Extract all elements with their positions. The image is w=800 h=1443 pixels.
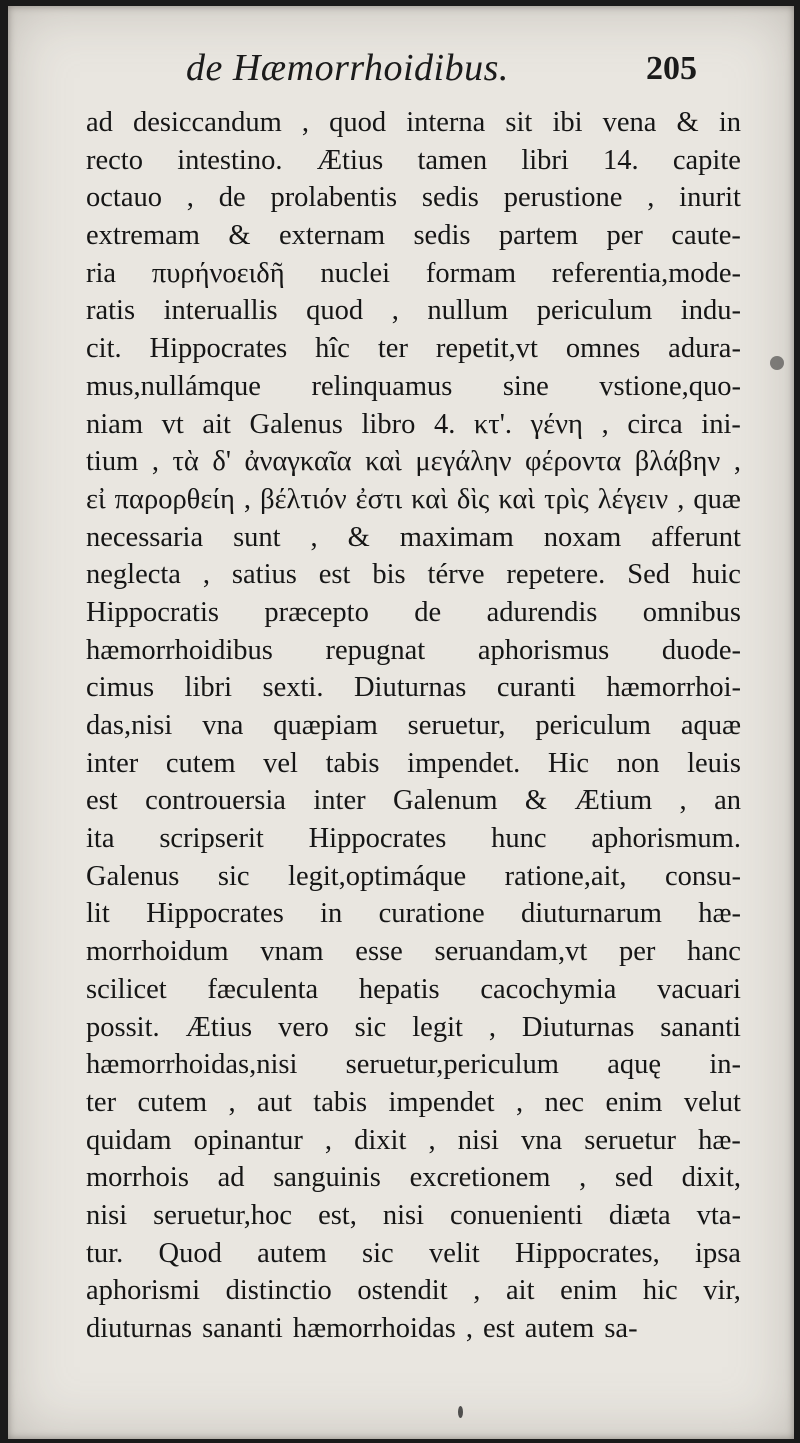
text-line: morrhois ad sanguinis excretionem , sed dixit, bbox=[86, 1162, 741, 1194]
text-line: ratis interuallis quod , nullum periculum indu- bbox=[86, 295, 741, 327]
text-line: cimus libri sexti. Diuturnas curanti hæmorrhoi- bbox=[86, 672, 741, 704]
page-header bbox=[8, 46, 794, 94]
text-line: diuturnas sananti hæmorrhoidas , est autem sa- bbox=[86, 1313, 638, 1344]
text-line: aphorismi distinctio ostendit , ait enim hic vir, bbox=[86, 1275, 741, 1307]
running-title: de Hæmorrhoidibus. bbox=[186, 47, 509, 89]
text-line: hæmorrhoidibus repugnat aphorismus duode- bbox=[86, 634, 741, 666]
ink-speck bbox=[770, 356, 784, 370]
text-line: εἰ παρορθείη , βέλτιόν ἐστι καὶ δὶς καὶ τρὶς λέγειν , quæ bbox=[86, 483, 741, 515]
text-line: scilicet fæculenta hepatis cacochymia vacuari bbox=[86, 973, 741, 1005]
text-line: lit Hippocrates in curatione diuturnarum hæ- bbox=[86, 898, 741, 930]
text-line: hæmorrhoidas,nisi seruetur,periculum aquę in- bbox=[86, 1049, 741, 1081]
text-line: possit. Ætius vero sic legit , Diuturnas sananti bbox=[86, 1011, 741, 1043]
text-line: ria πυρήνοειδῆ nuclei formam referentia,mode- bbox=[86, 257, 741, 289]
text-line: tur. Quod autem sic velit Hippocrates, ipsa bbox=[86, 1237, 741, 1269]
text-line: Hippocratis præcepto de adurendis omnibus bbox=[86, 596, 741, 628]
text-line: cit. Hippocrates hîc ter repetit,vt omnes adura- bbox=[86, 333, 741, 365]
text-line: Galenus sic legit,optimáque ratione,ait, consu- bbox=[86, 860, 741, 892]
text-line: mus,nullámque relinquamus sine vstione,quo- bbox=[86, 370, 741, 402]
text-line: ter cutem , aut tabis impendet , nec enim velut bbox=[86, 1086, 741, 1118]
text-line: quidam opinantur , dixit , nisi vna seruetur hæ- bbox=[86, 1124, 741, 1156]
ink-speck bbox=[458, 1406, 463, 1418]
text-line: ad desiccandum , quod interna sit ibi vena & in bbox=[86, 107, 741, 138]
text-line: nisi seruetur,hoc est, nisi conuenienti diæta vta- bbox=[86, 1199, 741, 1231]
book-page bbox=[8, 6, 794, 1439]
text-line: est controuersia inter Galenum & Ætium , an bbox=[86, 785, 741, 817]
text-line: tium , τὰ δ' ἀναγκαῖα καὶ μεγάλην φέροντα βλάβην , bbox=[86, 446, 741, 478]
text-line: octauo , de prolabentis sedis perustione , inurit bbox=[86, 182, 741, 214]
text-line: inter cutem vel tabis impendet. Hic non leuis bbox=[86, 747, 741, 779]
text-line: necessaria sunt , & maximam noxam afferunt bbox=[86, 521, 741, 553]
text-line: morrhoidum vnam esse seruandam,vt per hanc bbox=[86, 936, 741, 968]
text-line: ita scripserit Hippocrates hunc aphorismum. bbox=[86, 823, 741, 855]
page-number: 205 bbox=[646, 50, 697, 87]
text-line: das,nisi vna quæpiam seruetur, periculum aquæ bbox=[86, 710, 741, 741]
text-line: niam vt ait Galenus libro 4. κτ'. γένη , circa ini- bbox=[86, 408, 741, 440]
text-line: extremam & externam sedis partem per caute- bbox=[86, 220, 741, 252]
body-text bbox=[86, 104, 741, 1348]
text-line: recto intestino. Ætius tamen libri 14. capite bbox=[86, 144, 741, 176]
text-line: neglecta , satius est bis térve repetere. Sed huic bbox=[86, 559, 741, 591]
